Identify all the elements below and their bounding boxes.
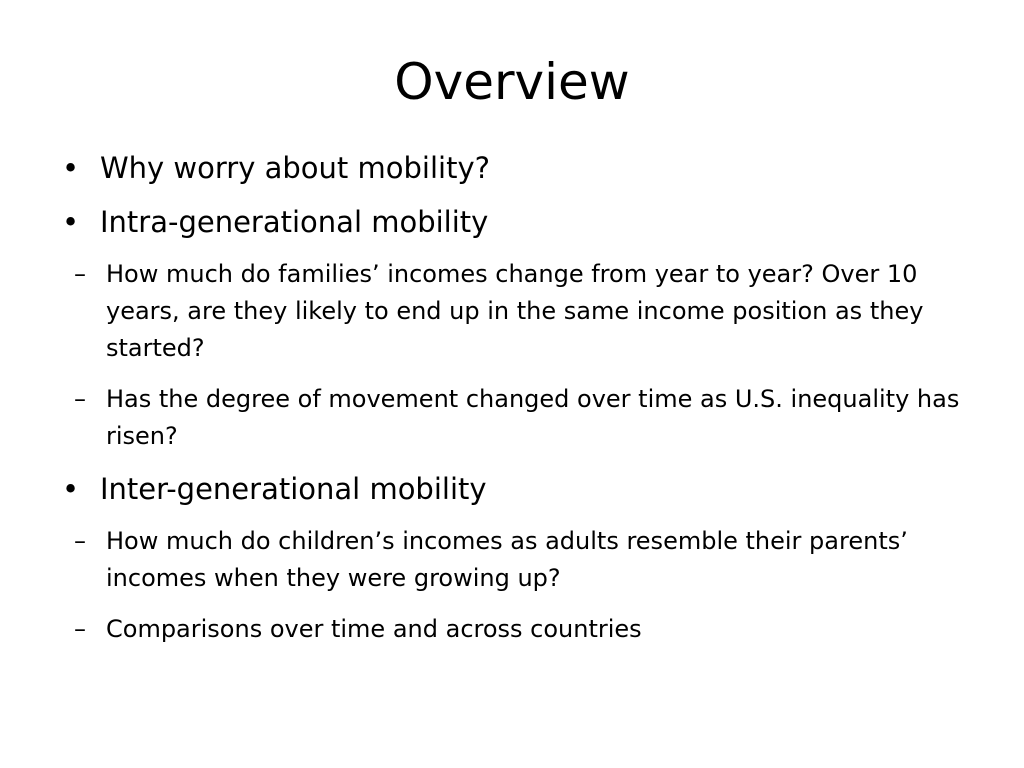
bullet-icon: • bbox=[62, 151, 80, 185]
sub-bullet-text: How much do families’ incomes change from year to year? Over 10 years, are they likely to end up in the same income position as they started? bbox=[106, 260, 924, 362]
bullet-item bbox=[62, 469, 962, 509]
sub-bullet-list bbox=[62, 523, 962, 648]
slide-title: Overview bbox=[394, 53, 630, 111]
sub-bullet-item bbox=[62, 611, 962, 648]
bullet-icon: • bbox=[62, 472, 80, 506]
sub-bullet-text: Comparisons over time and across countries bbox=[106, 615, 642, 643]
bullet-text: Inter-generational mobility bbox=[100, 472, 487, 506]
bullet-text: Why worry about mobility? bbox=[100, 151, 490, 185]
bullet-icon: • bbox=[62, 205, 80, 239]
sub-bullet-item bbox=[62, 523, 962, 597]
sub-list-container bbox=[62, 256, 962, 455]
dash-icon: – bbox=[74, 615, 86, 643]
bullet-item bbox=[62, 202, 962, 242]
dash-icon: – bbox=[74, 260, 86, 288]
sub-bullet-item bbox=[62, 256, 962, 367]
bullet-text: Intra-generational mobility bbox=[100, 205, 489, 239]
sub-bullet-item bbox=[62, 381, 962, 455]
sub-bullet-list bbox=[62, 256, 962, 455]
sub-bullet-text: How much do children’s incomes as adults resemble their parents’ incomes when they were growing up? bbox=[106, 527, 908, 592]
dash-icon: – bbox=[74, 385, 86, 413]
bullet-list bbox=[62, 148, 962, 662]
dash-icon: – bbox=[74, 527, 86, 555]
sub-bullet-text: Has the degree of movement changed over time as U.S. inequality has risen? bbox=[106, 385, 960, 450]
bullet-item bbox=[62, 148, 962, 188]
sub-list-container bbox=[62, 523, 962, 648]
